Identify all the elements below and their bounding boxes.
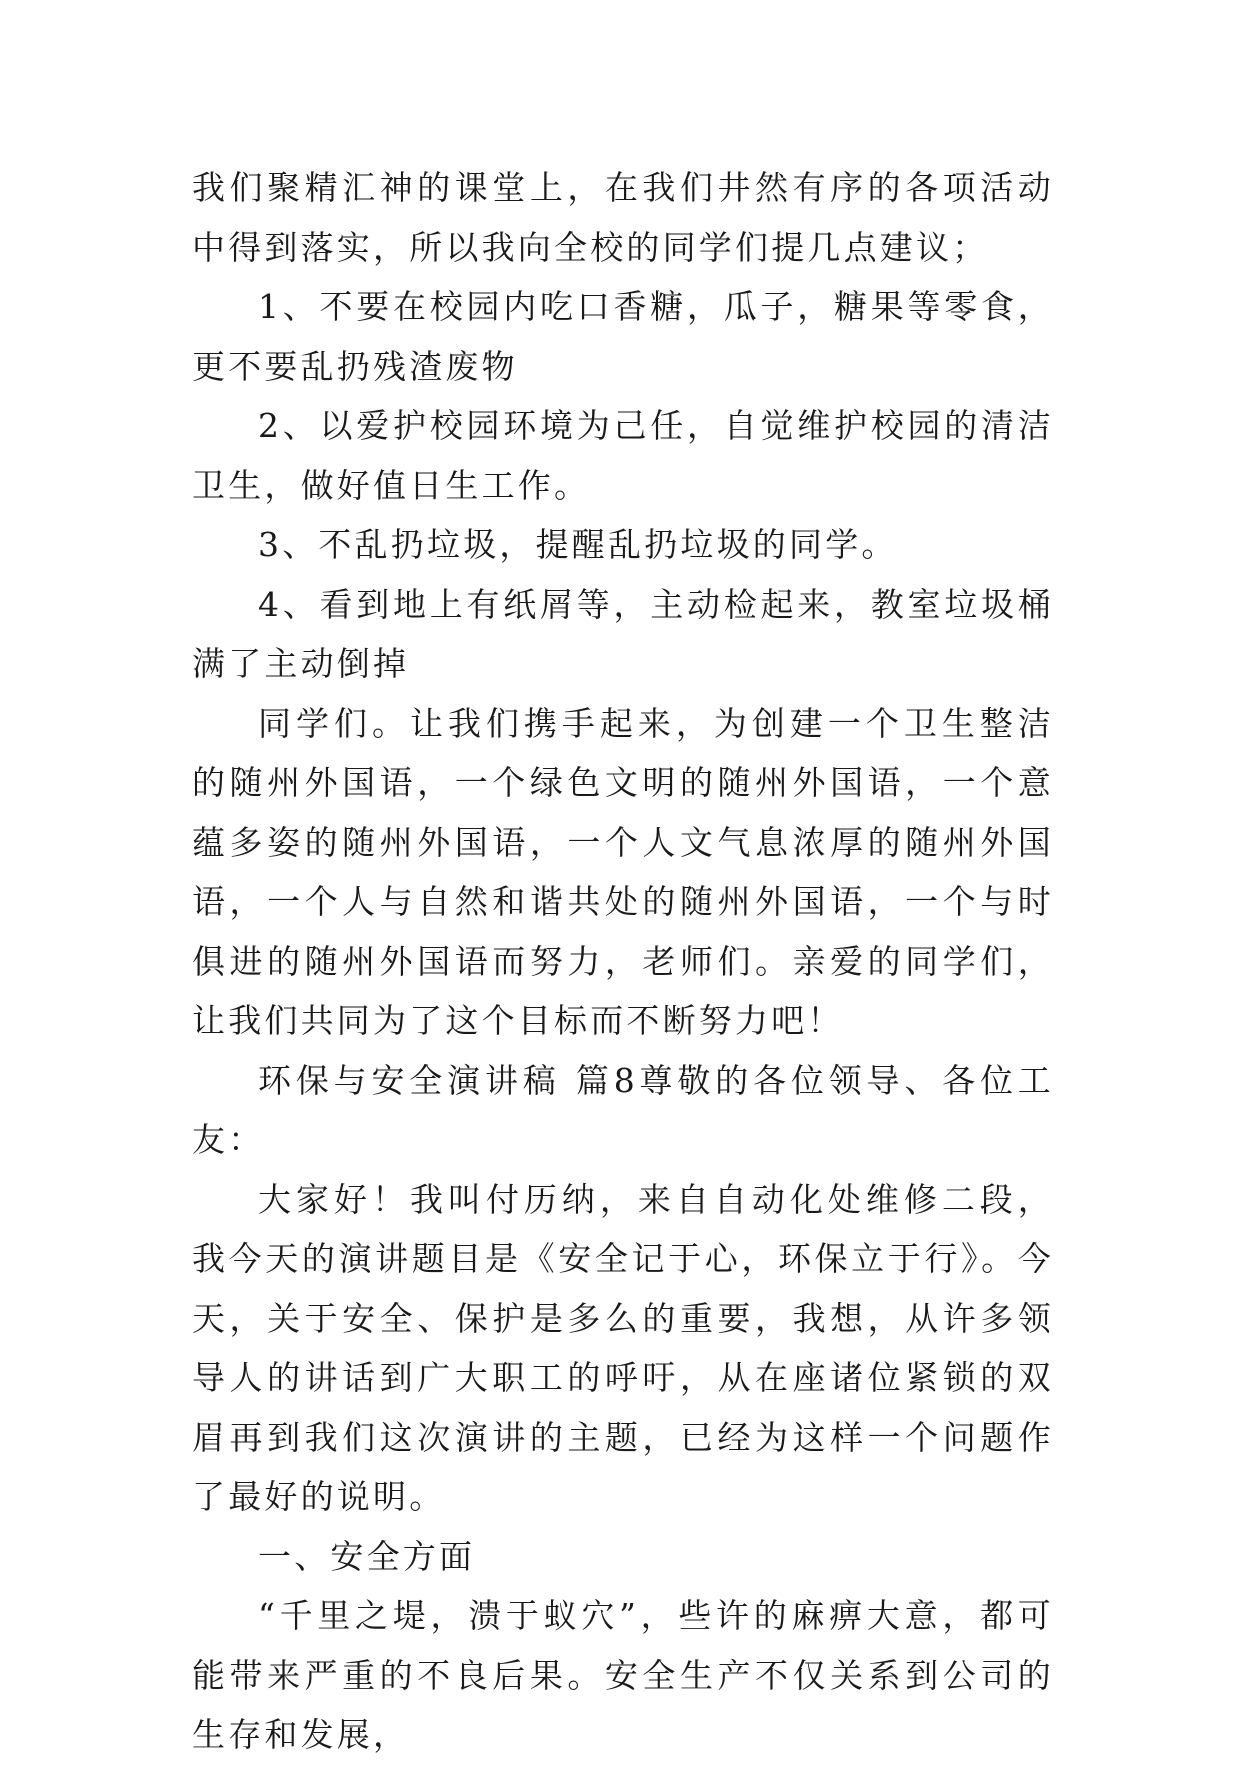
paragraph-2: 1、不要在校园内吃口香糖，瓜子，糖果等零食，更不要乱扔残渣废物 [192, 287, 1054, 386]
paragraph-7: 环保与安全演讲稿 篇8尊敬的各位领导、各位工友： [192, 1060, 1054, 1159]
paragraph-1: 我们聚精汇神的课堂上，在我们井然有序的各项活动中得到落实，所以我向全校的同学们提几点建议； [192, 168, 1054, 267]
paragraph-8: 大家好！我叫付历纳，来自自动化处维修二段，我今天的演讲题目是《安全记于心，环保立于行》。今天，关于安全、保护是多么的重要，我想，从许多领导人的讲话到广大职工的呼吁，从在座诸位紧锁的双眉再到我们这次演讲的主题，已经为这样一个问题作了最好的说明。 [192, 1179, 1054, 1516]
document-body [192, 158, 1054, 1765]
paragraph-10: “千里之堤，溃于蚁穴”，些许的麻痹大意，都可能带来严重的不良后果。安全生产不仅关系到公司的生存和发展， [192, 1596, 1054, 1754]
paragraph-5: 4、看到地上有纸屑等，主动检起来，教室垃圾桶满了主动倒掉 [192, 584, 1054, 683]
paragraph-6: 同学们。让我们携手起来，为创建一个卫生整洁的随州外国语，一个绿色文明的随州外国语，一个意蕴多姿的随州外国语，一个人文气息浓厚的随州外国语，一个人与自然和谐共处的随州外国语，一个与时俱进的随州外国语而努力，老师们。亲爱的同学们，让我们共同为了这个目标而不断努力吧！ [192, 703, 1054, 1040]
paragraph-4: 3、不乱扔垃圾，提醒乱扔垃圾的同学。 [258, 525, 898, 564]
section-heading: 一、安全方面 [258, 1536, 476, 1576]
paragraph-3: 2、以爱护校园环境为己任，自觉维护校园的清洁卫生，做好值日生工作。 [192, 406, 1054, 505]
